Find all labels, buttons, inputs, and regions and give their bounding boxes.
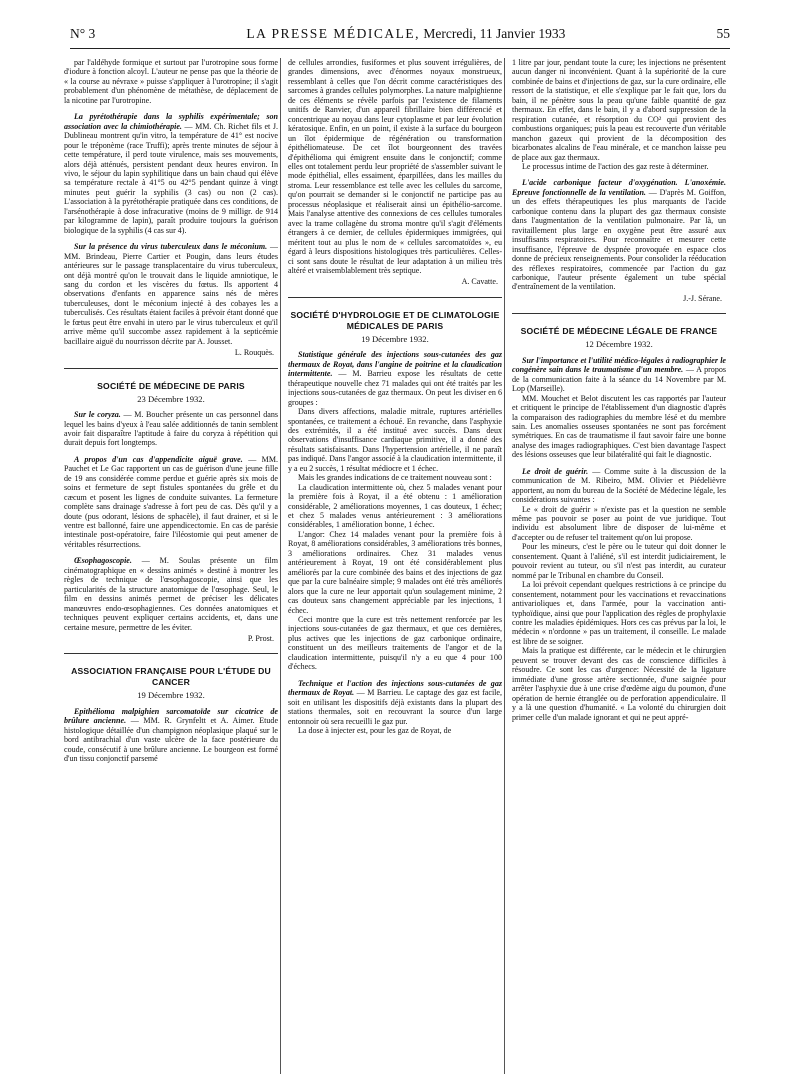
paragraph: Le processus intime de l'action des gaz reste à déterminer. [522,161,709,171]
masthead [246,26,565,42]
section-heading: SOCIÉTÉ D'HYDROLOGIE ET DE CLIMATOLOGIE MÉDICALES DE PARIS [290,309,500,331]
article-text: — M Barrieu. Le captage des gaz est facile, soit en utilisant les dispositifs déjà existants dans la plupart des stations thermales, soit en recouvrant la source d'un large entonnoir où sera recueilli le gaz pur. [288,688,502,726]
article [64,707,278,764]
page-header [70,26,730,49]
article [64,455,278,550]
paragraph: La claudication intermittente où, chez 5 malades venant pour la première fois à Royat, il a été obtenu : 1 amélioration considérable, 2 améliorations moyennes, 1 cas douteux, 1 échec; et chez 5 malades venus antérieurement : 3 améliorations considérables, 1 amélioration bonne, 1 échec. [288,482,502,530]
article-text: — MM. Pauchet et Le Gac rapportent un cas de guérison d'une jeune fille de 19 ans considérée comme perdue et guérie après six mois de soins et fermeture de sept fistules spontanées du grêle et du cæcum et posent les lignes de conduite suivantes. La fermeture complète sans drainage s'adresse à fort peu de cas. Dès qu'il y a doute (pus odorant, lésions de sphacèle), il faut drainer, et si le ventre est ballonné, faire une appendicectomie. En cas de parésie intestinale post-opératoire, faire l'iléostomie qui peut amener de véritables résurrections. [64,454,278,549]
article-text: — MM. R. Grynfeltt et A. Aimer. Etude histologique détaillée d'un champignon néoplasique plaqué sur le bord antibrachial d'un vaste ulcère de la face postérieure du coude, consécutif à une brûlure ancienne. Le bourgeon est formé d'un tissu conjonctif parsemé [64,716,278,764]
column-divider [504,58,505,1074]
section-date: 19 Décembre 1932. [137,690,205,701]
article-title: Statistique générale des injections sous-cutanées des gaz thermaux de Royat, dans l'angine de poitrine et la claudication intermittente. [288,350,502,379]
section-rule [64,653,278,654]
article-title: La pyrétothérapie dans la syphilis expérimentale; son association avec la chimiothérapie. [64,112,278,131]
article [512,467,726,505]
journal-title: LA PRESSE MÉDICALE, [246,26,421,41]
article [64,242,278,346]
paragraph: 1 litre par jour, pendant toute la cure; les injections ne présentent aucun danger ni inconvénient. Quant à la supériorité de la cure combinée de bains et d'injections de gaz, sur la cure ordinaire, elle ressort de la statistique, et elle s'explique par le fait que, lors du bain, il ne pénètre sous la peau qu'une faible quantité de gaz thermaux. En effet, dans le bain, il y a d'abord suppression de la respiration cutanée, et résorption du CO² qui provient des combustions organiques; puis la peau est recouverte d'un véritable manchon gazeux qui provient de la décomposition des bicarbonates alcalins de l'eau minérale, et ce manchon laisse peu de place aux gaz thermaux. [512,58,726,162]
paragraph: de cellules arrondies, fusiformes et plus souvent irrégulières, de grandes dimensions, avec d'énormes noyaux monstrueux, ressemblant à celles que l'on décrit comme caractéristiques des sarcomes à grandes cellules polymorphes. La nature malpighienne de ces éléments se révèle parfois par l'existence de filaments unitifs de Ranvier, d'un appareil fibrillaire bien différencié et concentrique au noyau dans leur cytoplasme et par leur évolution kératosique. Enfin, en un point, il existe à la surface du bourgeon un îlot épidermique de régénération ou transformation épithéliomateuse. De cet îlot bourgeonnent des travées d'épithélioma qui émigrent ensuite dans le conjonctif; comme elles ont totalement perdu leur propriété de s'assembler suivant le mode épithélial, elles essaiment, éparpillées, dans les mailles du stroma. Leur ressemblance est telle avec les cellules du sarcome, qu'on pourrait se demander si le conjonctif ne participe pas au processus néoplasique et réaliserait ainsi un épithélio-sarcome. Mais l'analyse attentive des connexions de ces cellules tumorales avec la trame collagène du stroma montre qu'il s'agit d'éléments étrangers à ce dernier, de cellules épidermiques immigrées, qui méritent tout au plus le nom de « cellules sarcomatoïdes », eu égard à leurs dispositions histologiques très particulières. Celles-ci sont sans doute le résultat de leur adaptation à un milieu très altéré et vraisemblablement très septique. [288,58,502,275]
article-text: — M. Soulas présente un film cinématographique en « dessins animés » destiné à montrer les règles de technique de l'œsophagoscopie, ainsi que les particularités de la structure anatomique de l'œsophage. Seul, le film en dessins animés permet de préciser les délicates manœuvres endo-œsophagiennes. Ces données anatomiques et techniques peuvent expliquer certains accidents, et, dans une certaine mesure, permettre de les éviter. [64,556,278,632]
section-rule [288,297,502,298]
article [64,556,278,632]
paragraph: Dans divers affections, maladie mitrale, ruptures artérielles spontanées, ce traitement a échoué. En revanche, dans l'asphyxie des extrémités, il a été institué avec succès. Dans deux observations d'insuffisance cardiaque primitive, il a donné des résultats satisfaisants. Dans l'hypertension artérielle, il ne paraît pas indiqué. Dans l'angor associé à la claudication intermittente, il y a eu 2 succès, 1 résultat médiocre et 1 échec. [288,407,502,473]
section-date: 19 Décembre 1932. [361,333,429,344]
article-text: — MM. Brindeau, Pierre Cartier et Pougin, dans leurs études antérieures sur le passage transplacentaire du virus tuberculeux, ont déjà montré qu'on le trouvait dans le liquide amniotique, le sang du cordon et les viscères du fœtus. Ils apportent 4 observations d'enfants en apparence sains nés de mères tuberculeuses, dont le méconium injecté à des cobayes les a tuberculisés. Ces résultats étaient faciles à prévoir étant donné que le fœtus peut être envahi in utero par le virus tuberculeux et qu'il arrive même qu'il succombe assez rapidement à la septicémie bacillaire aiguë du nourrisson décrite par A. Jousset. [64,242,278,346]
issue-date: Mercredi, 11 Janvier 1933 [423,26,566,41]
article-title: Œsophagoscopie. [74,556,132,566]
article-title: Technique et l'action des injections sous-cutanées de gaz thermaux de Royat. [288,678,502,698]
article-text: — D'après M. Goiffon, un des effets thérapeutiques les plus marquants de l'acide carbonique contenu dans la plupart des gaz thermaux consiste dans l'augmentation de la ventilation pulmonaire. Par là, un ravitaillement plus large en oxygène peut être assuré aux insuffisants respiratoires. Pour reconnaître et mesurer cette insuffisance, l'épreuve de dyspnée provoquée en espace clos donne de précieux renseignements. Pour consolider la rééducation des réflexes respiratoires, commencée par l'action du gaz carbonique, l'auteur présente également un tube spécial d'entraînement de la ventilation. [512,187,726,292]
paragraph: L'angor: Chez 14 malades venant pour la première fois à Royat, 8 améliorations considérables, 3 améliorations très bonnes, 3 améliorations ordinaires. Chez 31 malades venus antérieurement à Royat, 19 ont été considérablement plus améliorés par la cure combinée des bains et des injections de gaz que par la cure balnéaire simple; 9 malades ont été très améliorés alors que la cure ne leur apportait qu'un soulagement minime, 2 cas douteux sans changement appréciable par les injections, 1 échec. [288,529,502,615]
section-heading: SOCIÉTÉ DE MÉDECINE LÉGALE DE FRANCE [520,326,718,337]
article [64,112,278,235]
section-heading: ASSOCIATION FRANÇAISE POUR L'ÉTUDE DU CANCER [71,666,271,688]
article [288,350,502,407]
paragraph: Ceci montre que la cure est très nettement renforcée par les injections sous-cutanées de gaz thermaux, et que ces dernières, plus actives que les injections de gaz carbonique ordinaire, constituent un des meilleurs traitements de l'angor et de la claudication intermittente, puisqu'il n'y a eu que 4 pour 100 d'échecs. [288,615,502,672]
paragraph: La loi prévoit cependant quelques restrictions à ce principe du consentement, notamment pour les vaccinations et revaccinations antivarioliques et, dans l'armée, pour la vaccination anti-typhoïdique, ainsi que pour l'application des règles de prophylaxie contre les maladies épidémiques. Hors ces cas prévus par la loi, le médecin « n'ordonne » pas un traitement, il conseille. Le malade est libre de se soigner. [512,580,726,646]
section-date: 23 Décembre 1932. [137,393,205,404]
paragraph: par l'aldéhyde formique et surtout par l'urotropine sous forme d'iodure à fonction alcoyl. L'auteur ne pense pas que la théorie de « la course au névraxe » puisse s'appliquer à l'urotropine; il s'agit probablement d'un phénomène de métathèse, de déplacement de la nicotine par l'urotropine. [64,58,278,105]
section-rule [512,313,726,314]
signature: P. Prost. [247,634,274,644]
article [512,178,726,291]
article-text: — A propos de la communication faite à la séance du 14 Novembre par M. Lop (Marseille). [512,365,726,394]
column-1 [64,58,278,1080]
paragraph: Pour les mineurs, c'est le père ou le tuteur qui doit donner le consentement. Quant à l'aliéné, s'il est interdit judiciairement, le pouvoir revient au tuteur, ou s'il n'est pas interdit, au curateur nommé par le Tribunal en chambre du Conseil. [512,542,726,580]
article-title: L'acide carbonique facteur d'oxygénation. L'anoxémie. Epreuve fonctionnelle de la ventilation. [512,178,726,197]
article [288,679,502,726]
article-text: — M. Boucher présente un cas personnel dans lequel les bains d'yeux à l'eau salée additionnés de tanin semblent avoir fait disparaître l'aptitude à faire du coryza à répétition qui durait depuis fort longtemps. [64,410,278,448]
signature: L. Rouquès. [234,348,274,358]
column-divider [280,58,281,1074]
article-title: Le droit de guérir. [522,466,589,476]
article-title: Sur la présence du virus tuberculeux dans le méconium. [74,242,268,252]
article-title: A propos d'un cas d'appendicite aiguë grave. [74,454,243,464]
article [64,410,278,448]
column-3 [512,58,726,1080]
paragraph: MM. Mouchet et Belot discutent les cas rapportés par l'auteur et critiquent le principe de l'établissement d'un diagnostic d'après la comparaison des radiographies du membre lésé et du membre sain. Les anomalies osseuses spontanées ne sont pas forcément symétriques. En cas de traumatisme il faut savoir faire une bonne analyse des images radiographiques. C'est bien davantage l'aspect des lésions osseuses que leur bilatéralité qui fait le diagnostic. [512,393,726,460]
section-date: 12 Décembre 1932. [585,339,653,350]
page-number: 55 [716,26,730,41]
article [512,356,726,394]
article-title: Sur le coryza. [74,410,121,420]
section-heading: SOCIÉTÉ DE MÉDECINE DE PARIS [97,380,245,391]
article-title: Epithélioma malpighien sarcomatoïde sur cicatrice de brûlure ancienne. [64,706,278,726]
paragraph: Le « droit de guérir » n'existe pas et la question ne semble même pas pouvoir se poser au point de vue juridique. Tout individu est absolument libre de disposer de lui-même et d'accepter ou de refuser tel traitement qu'on lui propose. [512,504,726,542]
signature: A. Cavatte. [461,277,498,287]
column-2 [288,58,502,1080]
article-text: — MM. Ch. Richet fils et J. Dublineau montrent qu'in vitro, la température de 41° est nocive pour le tréponème (race Truffi); après trente minutes de séjour à cette température, il perd toute virulence, mais ses mouvements, alors déjà atténués, persistent pendant deux heures environ. In vivo, le séjour du lapin syphilitique dans un bain chaud qui élève sa température rectale à 41°5 ou 42°5 pendant quinze à vingt minutes peut guérir la syphilis (3 cas) ou non (2 cas). L'association à la pyrétothérapie pratiquée dans ces conditions, de l'arsénothérapie à dose infracurative (moins de 9 milligr. de 914 par kilogramme de lapin), paraît produire toujours la guérison biologique de la syphilis (4 cas sur 4). [64,121,278,235]
paragraph: Mais la pratique est différente, car le médecin et le chirurgien peuvent se trouver devant des cas de conscience difficiles à résoudre. Ce sont les cas d'urgence: Nécessité de la ligature immédiate d'une grosse artère sectionnée, d'une saignée pour arrêter l'asphyxie due à une crise d'œdème aigu du poumon, d'une opération de hernie étranglée ou de perforation appendiculaire. Il y a là une question d'humanité. « La volonté du chirurgien doit primer celle d'un malade ignorant et qui ne peut appré- [512,646,726,722]
article-title: Sur l'importance et l'utilité médico-légales à radiographier le congénère sain dans le traumatisme d'un membre. [512,355,726,375]
section-rule [64,368,278,369]
paragraph: Mais les grandes indications de ce traitement nouveau sont : [298,473,492,483]
issue-number: N° 3 [70,26,96,41]
signature: J.-J. Sérane. [683,293,722,303]
article-text: — Comme suite à la discussion de la communication de M. Ribeiro, MM. Olivier et Piédelièvre apportent, au nom du bureau de la Société de Médecine légale, les considérations suivantes : [512,466,726,505]
paragraph: La dose à injecter est, pour les gaz de Royat, de [298,726,452,735]
article-text: — M. Barrieu expose les résultats de cette thérapeutique nouvelle chez 71 malades qui ont été traités par les injections sous-cutanées de gaz thermaux. On peut les diviser en 6 groupes : [288,369,502,407]
